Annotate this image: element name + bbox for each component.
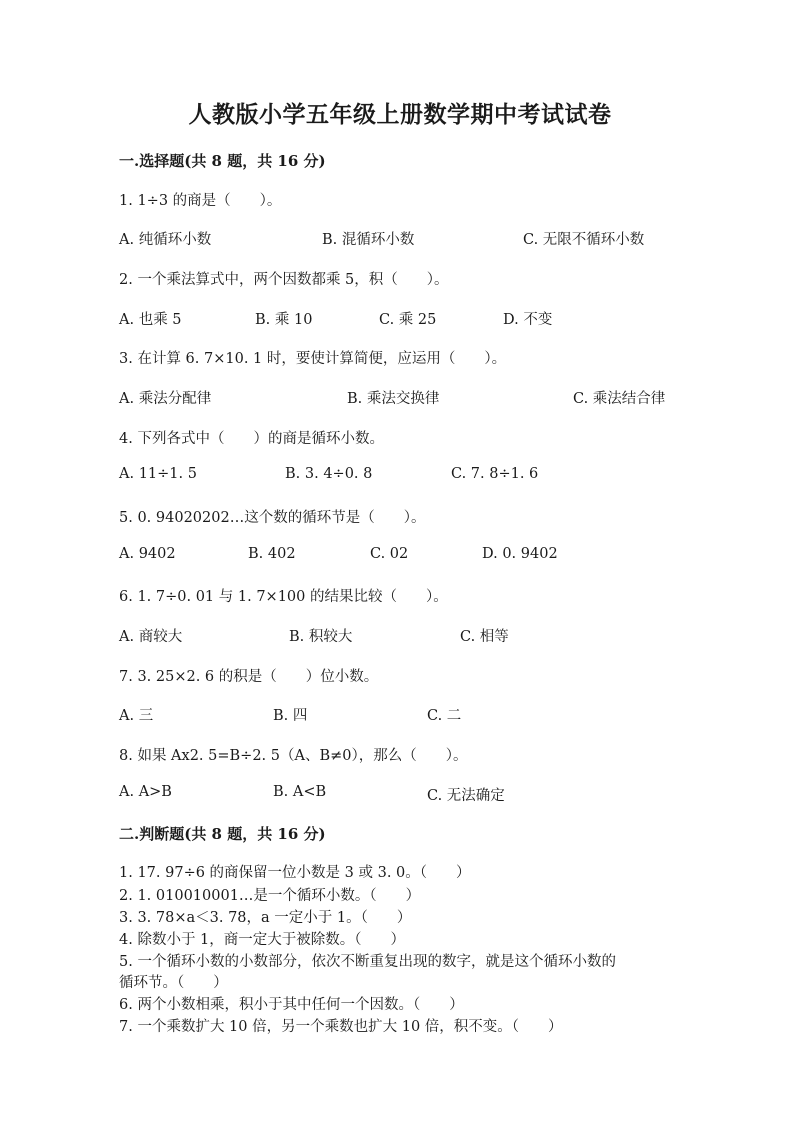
question-7-option-a: A. 三 [119, 708, 154, 724]
question-4-option-a: A. 11÷1. 5 [119, 466, 197, 482]
judgement-item-5-line-1: 5. 一个循环小数的小数部分，依次不断重复出现的数字，就是这个循环小数的 [119, 954, 616, 970]
judgement-item-4: 4. 除数小于 1，商一定大于被除数。（ ） [119, 932, 406, 948]
question-1-option-a: A. 纯循环小数 [119, 232, 212, 248]
section-heading-true-false: 二.判断题(共 8 题，共 16 分) [119, 825, 326, 843]
judgement-item-1: 1. 17. 97÷6 的商保留一位小数是 3 或 3. 0。（ ） [119, 865, 471, 881]
question-6-option-c: C. 相等 [460, 629, 509, 645]
question-1-option-b: B. 混循环小数 [322, 232, 415, 248]
question-2-option-c: C. 乘 25 [379, 312, 437, 328]
judgement-item-7: 7. 一个乘数扩大 10 倍，另一个乘数也扩大 10 倍，积不变。（ ） [119, 1019, 563, 1035]
question-3-option-a: A. 乘法分配律 [119, 391, 212, 407]
question-6-option-b: B. 积较大 [289, 629, 353, 645]
judgement-item-5-line-2: 循环节。（ ） [119, 975, 228, 991]
question-4-stem: 4. 下列各式中（ ）的商是循环小数。 [119, 431, 384, 447]
section-heading-multiple-choice: 一.选择题(共 8 题，共 16 分) [119, 152, 326, 170]
question-6-option-a: A. 商较大 [119, 629, 183, 645]
question-5-option-c: C. 02 [370, 546, 409, 562]
question-5-option-d: D. 0. 9402 [482, 546, 558, 562]
question-1-option-c: C. 无限不循环小数 [523, 232, 645, 248]
question-4-option-b: B. 3. 4÷0. 8 [285, 466, 373, 482]
question-3-option-c: C. 乘法结合律 [573, 391, 666, 407]
question-1-stem: 1. 1÷3 的商是（ ）。 [119, 193, 282, 209]
judgement-item-2: 2. 1. 010010001…是一个循环小数。（ ） [119, 888, 421, 904]
page-title: 人教版小学五年级上册数学期中考试试卷 [188, 101, 612, 128]
question-3-option-b: B. 乘法交换律 [347, 391, 440, 407]
question-3-stem: 3. 在计算 6. 7×10. 1 时，要使计算简便，应运用（ ）。 [119, 351, 507, 367]
question-5-option-b: B. 402 [248, 546, 296, 562]
question-8-option-c: C. 无法确定 [427, 788, 505, 804]
question-7-option-b: B. 四 [273, 708, 308, 724]
judgement-item-3: 3. 3. 78×a＜3. 78，a 一定小于 1。（ ） [119, 910, 412, 926]
question-5-option-a: A. 9402 [119, 546, 176, 562]
question-7-option-c: C. 二 [427, 708, 462, 724]
question-8-option-a: A. A>B [119, 784, 172, 800]
question-2-option-d: D. 不变 [503, 312, 553, 328]
question-8-option-b: B. A<B [273, 784, 327, 800]
judgement-item-6: 6. 两个小数相乘，积小于其中任何一个因数。（ ） [119, 997, 464, 1013]
question-7-stem: 7. 3. 25×2. 6 的积是（ ）位小数。 [119, 669, 379, 685]
question-6-stem: 6. 1. 7÷0. 01 与 1. 7×100 的结果比较（ ）。 [119, 589, 448, 605]
question-2-stem: 2. 一个乘法算式中，两个因数都乘 5，积（ ）。 [119, 272, 449, 288]
question-2-option-a: A. 也乘 5 [119, 312, 182, 328]
question-5-stem: 5. 0. 94020202…这个数的循环节是（ ）。 [119, 510, 426, 526]
question-2-option-b: B. 乘 10 [255, 312, 313, 328]
question-8-stem: 8. 如果 Ax2. 5=B÷2. 5（A、B≠0），那么（ ）。 [119, 748, 468, 764]
question-4-option-c: C. 7. 8÷1. 6 [451, 466, 539, 482]
